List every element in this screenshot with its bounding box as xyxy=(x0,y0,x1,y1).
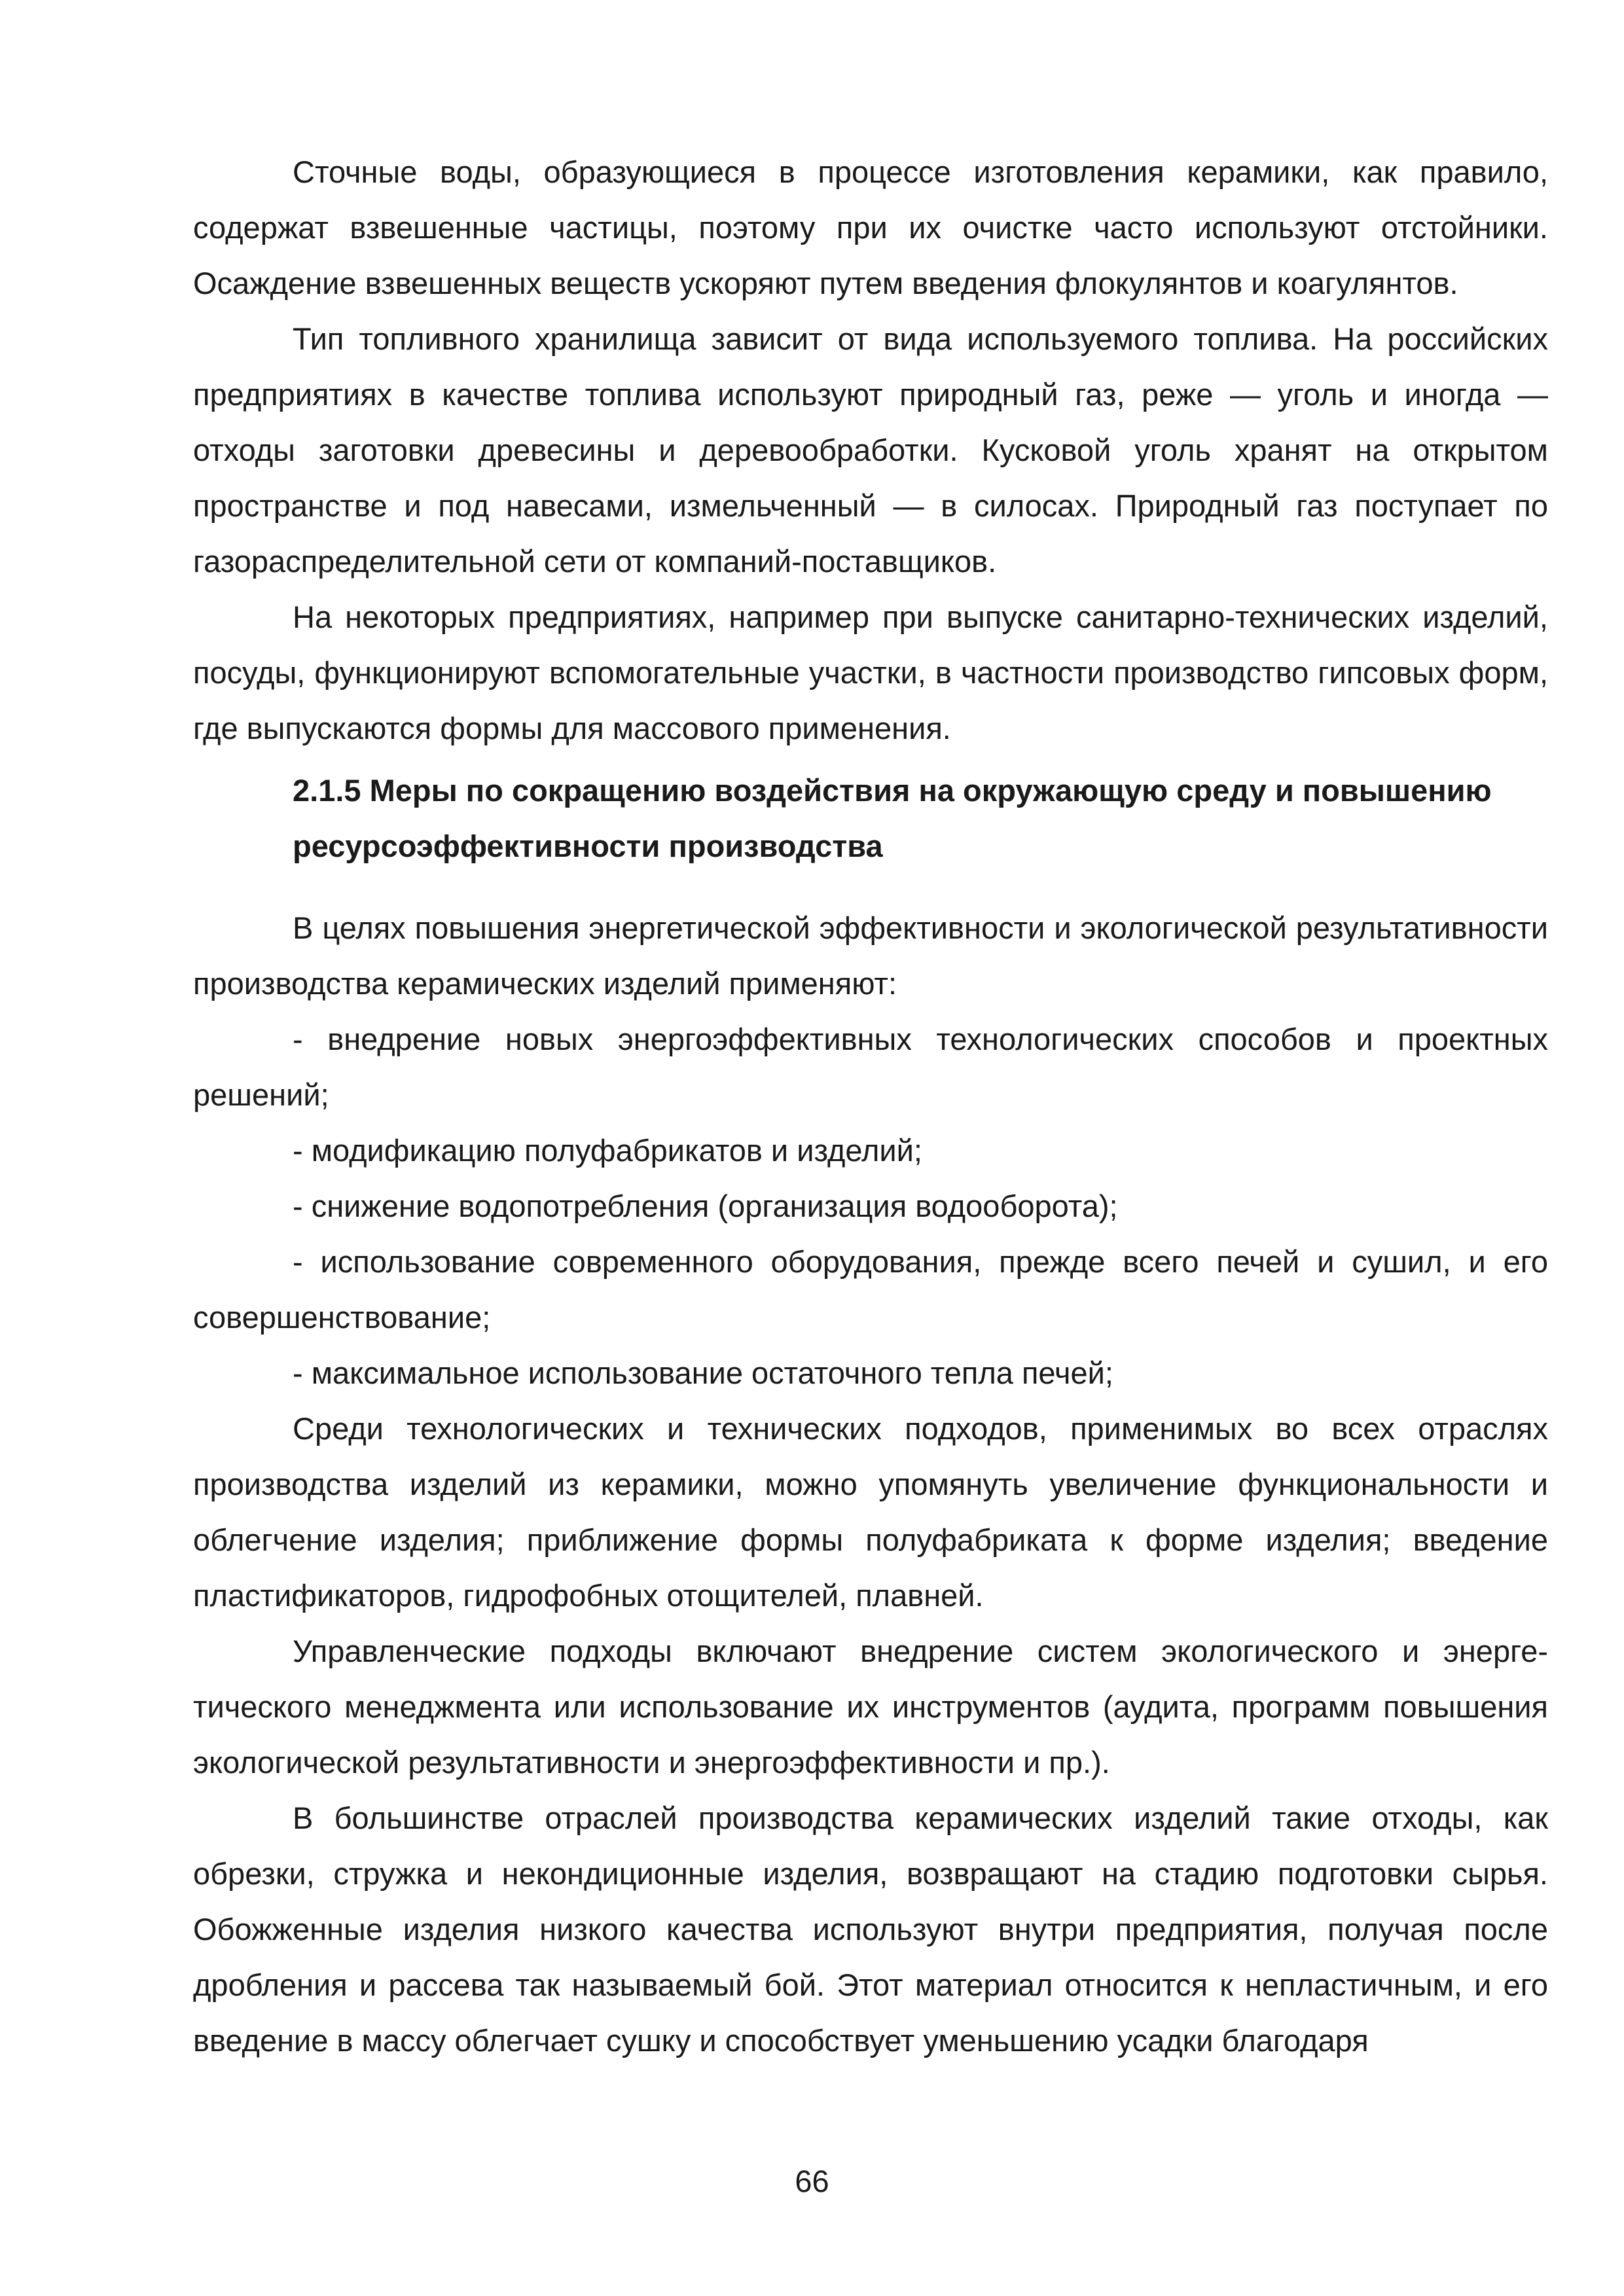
page-body xyxy=(193,144,1548,2068)
paragraph-technical-approaches: Среди технологических и технических подходов, применимых во всех отраслях производства изделий из керамики, можно упомянуть увеличение функциональности и облегчение изделия; приближение формы полуфабриката к форме изделия; введение пластификаторов, гидрофобных отощителей, плавней. xyxy=(193,1411,1548,1613)
section-heading: 2.1.5 Меры по сокращению воздействия на окружающую среду и повышению ресурсоэффективности производства xyxy=(293,773,1492,863)
paragraph-efficiency-intro: В целях повышения энергетической эффективности и экологической результативности производства керамических изделий применяют: xyxy=(193,910,1548,1001)
paragraph-waste-reuse: В большинстве отраслей производства керамических изделий такие отходы, как обрезки, стружка и некондиционные изделия, возвращают на стадию подготовки сырья. Обожженные изделия низкого качества используют внутри предприятия, получая после дробления и рассева так называемый бой. Этот материал относится к непластичным, и его введение в массу облегчает сушку и способствует уменьшению усадки благодаря xyxy=(193,1801,1548,2058)
paragraph-wastewater: Сточные воды, образующиеся в процессе изготовления керамики, как правило, содержат взвешенные частицы, поэтому при их очистке часто используют отстойники. Осаждение взвешенных веществ ускоряют путем введения флокулянтов и коагулянтов. xyxy=(193,154,1548,300)
page-number: 66 xyxy=(795,2164,829,2198)
list-item: - максимальное использование остаточного тепла печей; xyxy=(293,1355,1113,1390)
list-item: - использование современного оборудования, прежде всего печей и сушил, и его совершенствование; xyxy=(193,1244,1548,1335)
list-item: - снижение водопотребления (организация водооборота); xyxy=(293,1189,1118,1223)
paragraph-management-approaches: Управленческие подходы включают внедрение систем экологического и энергетического менеджмента или использование их инструментов (аудита, программ повышения экологической результативности и энергоэффективности и пр.). xyxy=(193,1634,1548,1780)
list-item: - модификацию полуфабрикатов и изделий; xyxy=(293,1133,922,1168)
list-item: - внедрение новых энергоэффективных технологических способов и проектных решений; xyxy=(193,1022,1548,1112)
paragraph-auxiliary-sections: На некоторых предприятиях, например при выпуске санитарно-технических изделий, посуды, функционируют вспомогательные участки, в частности производство гипсовых форм, где выпускаются формы для массового применения. xyxy=(193,600,1548,745)
paragraph-fuel-storage: Тип топливного хранилища зависит от вида используемого топлива. На российских предприятиях в качестве топлива используют природный газ, реже — уголь и иногда — отходы заготовки древесины и деревообработки. Кусковой уголь хранят на открытом пространстве и под навесами, измельченный — в силосах. Природный газ поступает по газораспределительной сети от компаний-поставщиков. xyxy=(193,321,1548,579)
